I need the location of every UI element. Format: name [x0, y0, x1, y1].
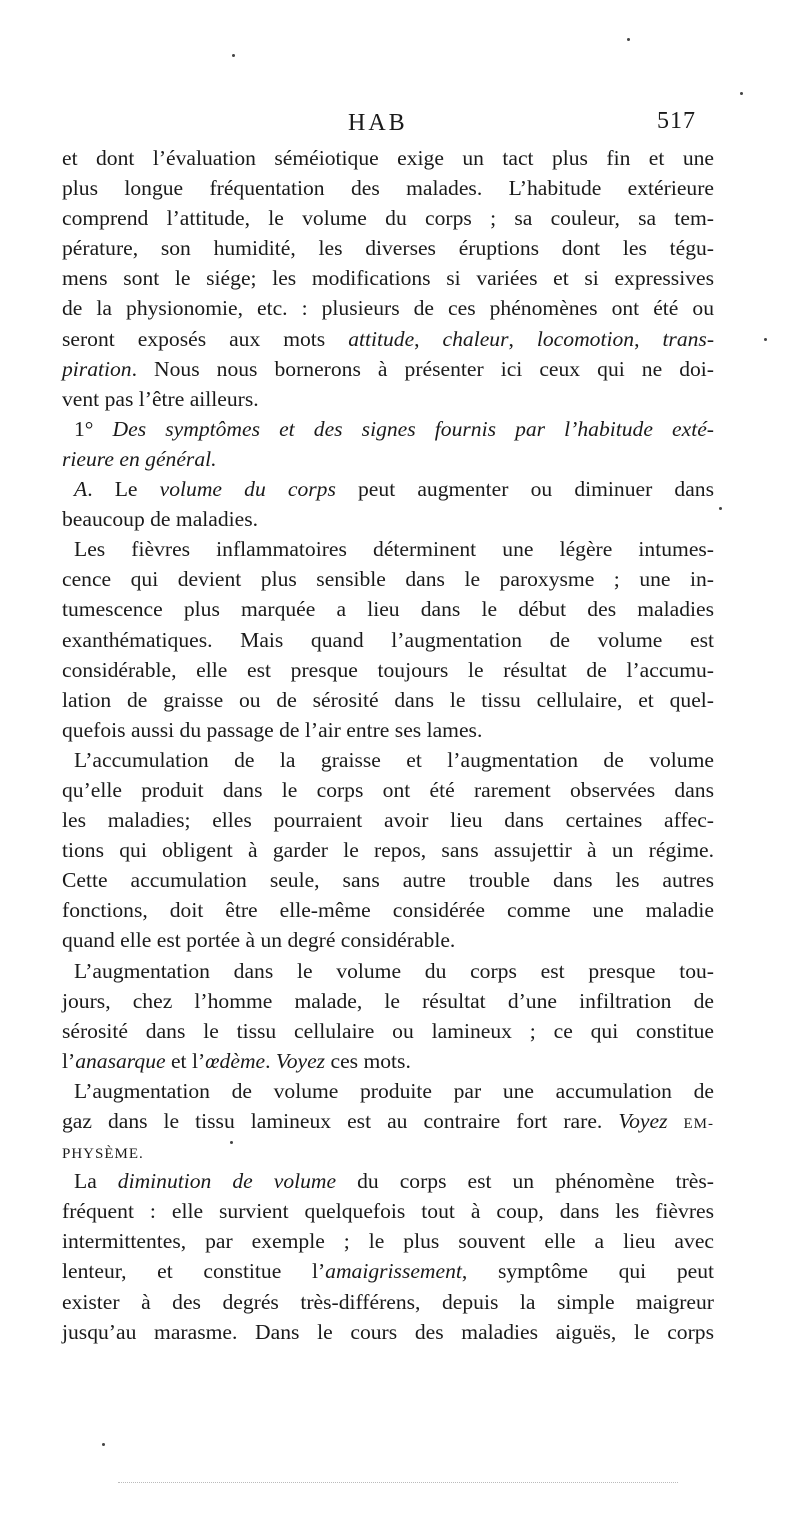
text-run: . Nous nous bornerons à présenter ici ceux qui ne doi-	[131, 356, 714, 381]
text-run: lation de graisse ou de sérosité dans le tissu cellulaire, et quel-	[62, 687, 714, 712]
running-header	[0, 104, 800, 144]
text-line	[62, 444, 714, 474]
text-run: considérable, elle est presque toujours le résultat de l’accumu-	[62, 657, 714, 682]
print-speck	[627, 38, 630, 41]
text-line	[62, 835, 714, 865]
text-line	[62, 1106, 714, 1136]
text-run: beaucoup de maladies.	[62, 507, 259, 532]
italic-run: attitude	[348, 326, 415, 351]
text-run: quefois aussi du passage de l’air entre ses lames.	[62, 717, 483, 742]
text-line	[62, 775, 714, 805]
text-run: pérature, son humidité, les diverses éruptions dont les tégu-	[62, 236, 714, 261]
text-line	[62, 925, 714, 955]
text-run: peut augmenter ou diminuer dans	[335, 477, 715, 502]
text-run: cence qui devient plus sensible dans le paroxysme ; une in-	[62, 567, 714, 592]
italic-run: œdème	[205, 1048, 266, 1073]
text-run: et l’	[165, 1048, 206, 1073]
text-line	[62, 805, 714, 835]
text-line	[62, 324, 714, 354]
italic-run: amaigrissement	[325, 1259, 462, 1284]
text-run: .	[265, 1048, 276, 1073]
text-line	[62, 564, 714, 594]
text-run: exanthématiques. Mais quand l’augmentation de volume est	[62, 627, 714, 652]
italic-run: Des symptômes et des signes fournis par l’habitude exté-	[112, 416, 714, 441]
text-run: L’augmentation dans le volume du corps est presque tou-	[74, 958, 714, 983]
text-run: ,	[414, 326, 443, 351]
text-line	[62, 625, 714, 655]
italic-run: diminution de volume	[117, 1169, 337, 1194]
text-run: , symptôme qui peut	[461, 1259, 714, 1284]
text-line	[62, 745, 714, 775]
text-line	[62, 504, 714, 534]
text-run: de la physionomie, etc. : plusieurs de ces phénomènes ont été ou	[62, 296, 714, 321]
text-run: vent pas l’être ailleurs.	[62, 386, 259, 411]
text-run: lenteur, et constitue l’	[62, 1259, 326, 1284]
text-run: sérosité dans le tissu cellulaire ou lamineux ; ce qui constitue	[62, 1018, 714, 1043]
smallcaps-run: EM-	[683, 1116, 715, 1132]
print-speck	[740, 92, 743, 95]
print-speck	[230, 1141, 233, 1144]
text-run: du corps est un phénomène très-	[336, 1169, 714, 1194]
page-number: 517	[657, 108, 696, 134]
text-run: exister à des degrés très-différens, depuis la simple maigreur	[62, 1289, 714, 1314]
text-run: 1°	[74, 416, 113, 441]
bleed-through-rule	[118, 1482, 678, 1483]
smallcaps-run: PHYSÈME.	[62, 1146, 144, 1163]
text-line	[62, 1317, 714, 1347]
text-run: L’accumulation de la graisse et l’augmentation de volume	[74, 747, 714, 772]
italic-run: chaleur	[442, 326, 509, 351]
text-line	[62, 1256, 714, 1286]
text-run: gaz dans le tissu lamineux est au contraire fort rare.	[62, 1109, 619, 1133]
text-line	[62, 1016, 714, 1046]
italic-run: locomotion	[536, 326, 635, 351]
text-line	[62, 354, 714, 384]
text-line	[62, 1136, 714, 1166]
text-line	[62, 203, 714, 233]
text-run: ces mots.	[325, 1048, 411, 1073]
text-run: ,	[508, 326, 537, 351]
italic-run: rieure en général.	[62, 446, 217, 471]
text-run: Cette accumulation seule, sans autre trouble dans les autres	[62, 868, 714, 893]
text-line	[62, 986, 714, 1016]
text-run: ,	[634, 326, 663, 351]
text-line	[62, 173, 714, 203]
text-run: Les fièvres inflammatoires déterminent une légère intumes-	[74, 537, 714, 562]
text-line	[62, 895, 714, 925]
text-line	[62, 655, 714, 685]
text-line	[62, 414, 714, 444]
text-run: La	[74, 1169, 118, 1194]
text-line	[62, 263, 714, 293]
text-run: tions qui obligent à garder le repos, sans assujettir à un régime.	[62, 838, 714, 863]
text-line	[62, 956, 714, 986]
print-speck	[719, 507, 722, 510]
text-run: l’	[62, 1048, 76, 1073]
italic-run: trans-	[662, 326, 715, 351]
text-line	[62, 384, 714, 414]
italic-run: volume du corps	[159, 477, 336, 502]
italic-run: A	[74, 477, 88, 502]
text-run: comprend l’attitude, le volume du corps ; sa couleur, sa tem-	[62, 206, 714, 231]
text-line	[62, 293, 714, 323]
text-run: les maladies; elles pourraient avoir lieu dans certaines affec-	[62, 808, 714, 833]
print-speck	[102, 1443, 105, 1446]
text-line	[62, 715, 714, 745]
text-run: et dont l’évaluation séméiotique exige un tact plus fin et une	[62, 146, 714, 170]
text-line	[62, 1046, 714, 1076]
text-run	[668, 1109, 684, 1133]
text-line	[62, 685, 714, 715]
print-speck	[232, 54, 235, 57]
text-line	[62, 233, 714, 263]
print-speck	[764, 338, 767, 341]
text-run: mens sont le siége; les modifications si variées et si expressives	[62, 266, 714, 291]
italic-run: anasarque	[75, 1048, 166, 1073]
text-run: intermittentes, par exemple ; le plus souvent elle a lieu avec	[62, 1229, 714, 1254]
text-run: jours, chez l’homme malade, le résultat d’une infiltration de	[62, 988, 714, 1013]
text-line	[62, 1076, 714, 1106]
running-title: HAB	[348, 110, 408, 136]
text-line	[62, 1287, 714, 1317]
text-run: quand elle est portée à un degré considérable.	[62, 928, 456, 953]
text-line	[62, 1166, 714, 1196]
text-line	[62, 1196, 714, 1226]
body-text	[62, 143, 714, 1347]
italic-run: Voyez	[275, 1048, 326, 1073]
text-run: tumescence plus marquée a lieu dans le début des maladies	[62, 597, 714, 622]
text-run: . Le	[87, 477, 160, 502]
text-run: jusqu’au marasme. Dans le cours des maladies aiguës, le corps	[62, 1319, 714, 1344]
text-run: seront exposés aux mots	[62, 326, 349, 351]
text-run: L’augmentation de volume produite par une accumulation de	[74, 1078, 714, 1103]
text-run: fonctions, doit être elle-même considérée comme une maladie	[62, 898, 714, 923]
text-line	[62, 865, 714, 895]
text-run: fréquent : elle survient quelquefois tout à coup, dans les fièvres	[62, 1199, 714, 1224]
text-line	[62, 143, 714, 173]
text-run: plus longue fréquentation des malades. L’habitude extérieure	[62, 176, 714, 201]
text-line	[62, 534, 714, 564]
text-line	[62, 594, 714, 624]
italic-run: piration	[62, 356, 132, 381]
text-line	[62, 474, 714, 504]
text-line	[62, 1226, 714, 1256]
text-run: qu’elle produit dans le corps ont été rarement observées dans	[62, 777, 714, 802]
italic-run: Voyez	[618, 1109, 668, 1133]
